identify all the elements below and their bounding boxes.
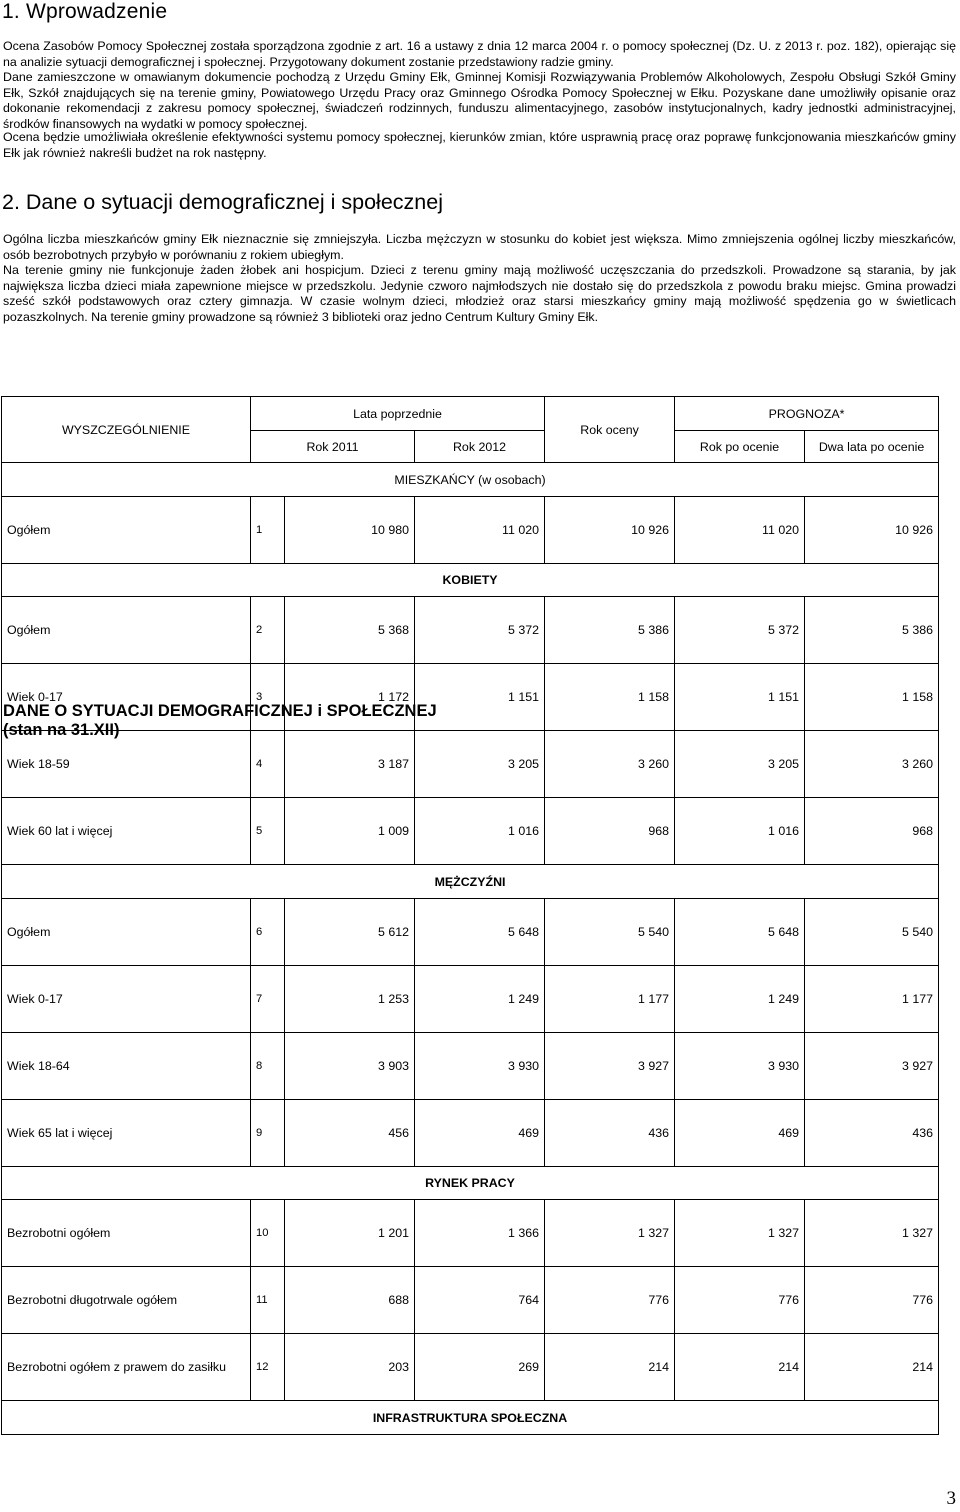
intro-paragraph-3: Ocena będzie umożliwiała określenie efektywności systemu pomocy społecznej, kierunków zmian, które usprawnią pracę oraz poprawę funkcjonowania mieszkańców gminy Ełk jak również nakreśli budżet na rok następny. xyxy=(3,130,956,160)
section-label-mieszkancy: MIESZKAŃCY (w osobach) xyxy=(2,463,939,497)
value-rok-oceny: 3 927 xyxy=(545,1033,675,1100)
page-number: 3 xyxy=(946,1488,956,1509)
value-dwa-lata: 5 386 xyxy=(805,597,939,664)
value-dwa-lata: 214 xyxy=(805,1334,939,1401)
row-number: 2 xyxy=(251,597,285,664)
value-2012: 1 249 xyxy=(415,966,545,1033)
row-label: Ogółem xyxy=(2,899,251,966)
row-label: Wiek 18-64 xyxy=(2,1033,251,1100)
value-rok-po-ocenie: 1 249 xyxy=(675,966,805,1033)
header-rok-oceny: Rok oceny xyxy=(545,397,675,463)
value-2012: 11 020 xyxy=(415,497,545,564)
value-2012: 1 366 xyxy=(415,1200,545,1267)
demographic-paragraph-2: Na terenie gminy nie funkcjonuje żaden żłobek ani hospicjum. Dzieci z terenu gminy mają możliwość uczęszczania do przedszkoli. Prowadzone są starania, by jak największa liczba dzieci miała zapewnione miejsce w przedszkolu. Jedynie czworo najmłodszych nie dostało się do przedszkola z powodu braku miejsc. Gmina prowadzi sześć szkół podstawowych oraz cztery gimnazja. W czasie wolnym dzieci, młodzież oraz starsi mieszkańcy gminy mają możliwość spędzenia go w świetlicach pozaszkolnych. Na terenie gminy prowadzone są również 3 biblioteki oraz jedno Centrum Kultury Gminy Ełk. xyxy=(3,263,956,325)
value-2011: 688 xyxy=(285,1267,415,1334)
value-rok-po-ocenie: 3 930 xyxy=(675,1033,805,1100)
value-dwa-lata: 1 158 xyxy=(805,664,939,731)
table-row xyxy=(2,1200,939,1267)
value-2012: 3 930 xyxy=(415,1033,545,1100)
value-rok-po-ocenie: 1 327 xyxy=(675,1200,805,1267)
row-number: 5 xyxy=(251,798,285,865)
value-rok-po-ocenie: 3 205 xyxy=(675,731,805,798)
section-label-infrastruktura: INFRASTRUKTURA SPOŁECZNA xyxy=(2,1401,939,1435)
row-label: Wiek 60 lat i więcej xyxy=(2,798,251,865)
value-2011: 1 253 xyxy=(285,966,415,1033)
value-2011: 5 368 xyxy=(285,597,415,664)
value-2011: 203 xyxy=(285,1334,415,1401)
value-dwa-lata: 3 260 xyxy=(805,731,939,798)
header-lata-poprzednie: Lata poprzednie xyxy=(251,397,545,431)
row-label: Ogółem xyxy=(2,597,251,664)
value-dwa-lata: 10 926 xyxy=(805,497,939,564)
row-label: Wiek 0-17 xyxy=(2,966,251,1033)
row-label: Bezrobotni długotrwale ogółem xyxy=(2,1267,251,1334)
demographic-paragraph-1: Ogólna liczba mieszkańców gminy Ełk nieznacznie się zmniejszyła. Liczba mężczyzn w stosunku do kobiet jest większa. Mimo zmniejszenia ogólnej liczby mieszkańców, osób bezrobotnych przybyło w porównaniu z rokiem ubiegłym. xyxy=(3,232,956,262)
row-number: 8 xyxy=(251,1033,285,1100)
section-label-rynek-pracy: RYNEK PRACY xyxy=(2,1167,939,1200)
header-row-1 xyxy=(2,397,939,431)
table-title-line-1: DANE O SYTUACJI DEMOGRAFICZNEJ i SPOŁECZNEJ xyxy=(3,702,437,720)
row-label: Bezrobotni ogółem z prawem do zasiłku xyxy=(2,1334,251,1401)
row-label: Ogółem xyxy=(2,497,251,564)
row-number: 10 xyxy=(251,1200,285,1267)
value-2012: 1 016 xyxy=(415,798,545,865)
table-row xyxy=(2,1334,939,1401)
row-label: Bezrobotni ogółem xyxy=(2,1200,251,1267)
value-2012: 3 205 xyxy=(415,731,545,798)
value-2012: 764 xyxy=(415,1267,545,1334)
table-title-line-2: (stan na 31.XII) xyxy=(3,721,120,739)
table-row xyxy=(2,798,939,865)
section-row-infrastruktura xyxy=(2,1401,939,1435)
value-rok-po-ocenie: 214 xyxy=(675,1334,805,1401)
value-2011: 1 009 xyxy=(285,798,415,865)
table-row xyxy=(2,497,939,564)
value-rok-oceny: 1 177 xyxy=(545,966,675,1033)
value-dwa-lata: 3 927 xyxy=(805,1033,939,1100)
value-rok-po-ocenie: 776 xyxy=(675,1267,805,1334)
value-2012: 469 xyxy=(415,1100,545,1167)
section-label-mezczyzni: MĘŻCZYŹNI xyxy=(2,865,939,899)
section-1-heading: 1. Wprowadzenie xyxy=(2,0,168,23)
header-dwa-lata-po-ocenie: Dwa lata po ocenie xyxy=(805,431,939,463)
value-rok-oceny: 10 926 xyxy=(545,497,675,564)
header-rok-po-ocenie: Rok po ocenie xyxy=(675,431,805,463)
header-wyszczegolnienie: WYSZCZEGÓLNIENIE xyxy=(2,397,251,463)
table-row xyxy=(2,1100,939,1167)
value-rok-oceny: 1 327 xyxy=(545,1200,675,1267)
table-row xyxy=(2,731,939,798)
section-2-heading: 2. Dane o sytuacji demograficznej i społecznej xyxy=(2,190,443,214)
value-2011: 3 187 xyxy=(285,731,415,798)
value-rok-oceny: 1 158 xyxy=(545,664,675,731)
row-label: Wiek 18-59 xyxy=(2,731,251,798)
row-number: 1 xyxy=(251,497,285,564)
section-row-kobiety xyxy=(2,564,939,597)
value-2012: 1 151 xyxy=(415,664,545,731)
value-rok-po-ocenie: 1 016 xyxy=(675,798,805,865)
intro-paragraph-1: Ocena Zasobów Pomocy Społecznej została sporządzona zgodnie z art. 16 a ustawy z dnia 12 marca 2004 r. o pomocy społecznej (Dz. U. z 2013 r. poz. 182), opierając się na analizie sytuacji demograficznej i społecznej. Przygotowany dokument zostanie przedstawiony radzie gminy. xyxy=(3,39,956,69)
value-rok-po-ocenie: 469 xyxy=(675,1100,805,1167)
value-rok-oceny: 3 260 xyxy=(545,731,675,798)
row-number: 11 xyxy=(251,1267,285,1334)
value-rok-po-ocenie: 11 020 xyxy=(675,497,805,564)
value-dwa-lata: 1 177 xyxy=(805,966,939,1033)
table-row xyxy=(2,1033,939,1100)
row-label: Wiek 65 lat i więcej xyxy=(2,1100,251,1167)
header-prognoza: PROGNOZA* xyxy=(675,397,939,431)
table-row xyxy=(2,664,939,731)
section-row-mieszkancy xyxy=(2,463,939,497)
table-row xyxy=(2,597,939,664)
value-rok-oceny: 214 xyxy=(545,1334,675,1401)
row-number: 12 xyxy=(251,1334,285,1401)
value-rok-oceny: 5 386 xyxy=(545,597,675,664)
value-rok-po-ocenie: 1 151 xyxy=(675,664,805,731)
value-dwa-lata: 5 540 xyxy=(805,899,939,966)
row-number: 4 xyxy=(251,731,285,798)
table-row xyxy=(2,966,939,1033)
demographic-table xyxy=(1,396,939,1435)
value-dwa-lata: 436 xyxy=(805,1100,939,1167)
row-number: 7 xyxy=(251,966,285,1033)
section-row-rynek-pracy xyxy=(2,1167,939,1200)
table-row xyxy=(2,1267,939,1334)
value-2011: 1 201 xyxy=(285,1200,415,1267)
section-label-kobiety: KOBIETY xyxy=(2,564,939,597)
header-rok-2012: Rok 2012 xyxy=(415,431,545,463)
value-dwa-lata: 1 327 xyxy=(805,1200,939,1267)
value-2011: 10 980 xyxy=(285,497,415,564)
value-2011: 5 612 xyxy=(285,899,415,966)
value-2012: 5 372 xyxy=(415,597,545,664)
row-label: Wiek 0-17 xyxy=(2,664,251,731)
value-rok-po-ocenie: 5 372 xyxy=(675,597,805,664)
value-2012: 5 648 xyxy=(415,899,545,966)
value-rok-oceny: 5 540 xyxy=(545,899,675,966)
row-number: 3 xyxy=(251,664,285,731)
value-2011: 3 903 xyxy=(285,1033,415,1100)
value-2011: 456 xyxy=(285,1100,415,1167)
value-rok-oceny: 436 xyxy=(545,1100,675,1167)
value-rok-po-ocenie: 5 648 xyxy=(675,899,805,966)
header-rok-2011: Rok 2011 xyxy=(251,431,415,463)
value-rok-oceny: 776 xyxy=(545,1267,675,1334)
section-row-mezczyzni xyxy=(2,865,939,899)
row-number: 6 xyxy=(251,899,285,966)
value-rok-oceny: 968 xyxy=(545,798,675,865)
value-2012: 269 xyxy=(415,1334,545,1401)
table-row xyxy=(2,899,939,966)
value-dwa-lata: 776 xyxy=(805,1267,939,1334)
value-2011: 1 172 xyxy=(285,664,415,731)
value-dwa-lata: 968 xyxy=(805,798,939,865)
intro-paragraph-2: Dane zamieszczone w omawianym dokumencie pochodzą z Urzędu Gminy Ełk, Gminnej Komisji Rozwiązywania Problemów Alkoholowych, Zespołu Obsługi Szkół Gminy Ełk, Szkół znajdujących się na terenie gminy, Powiatowego Urzędu Pracy oraz Gminnego Ośrodka Pomocy Społecznej w Ełku. Pozyskane dane umożliwiły opisanie oraz dokonanie rekomendacji z zakresu pomocy społecznej, świadczeń rodzinnych, funduszu alimentacyjnego, zasobów instytucjonalnych, kadry jednostki administracyjnej, środków finansowych na wydatki w pomocy społecznej. xyxy=(3,70,956,132)
row-number: 9 xyxy=(251,1100,285,1167)
